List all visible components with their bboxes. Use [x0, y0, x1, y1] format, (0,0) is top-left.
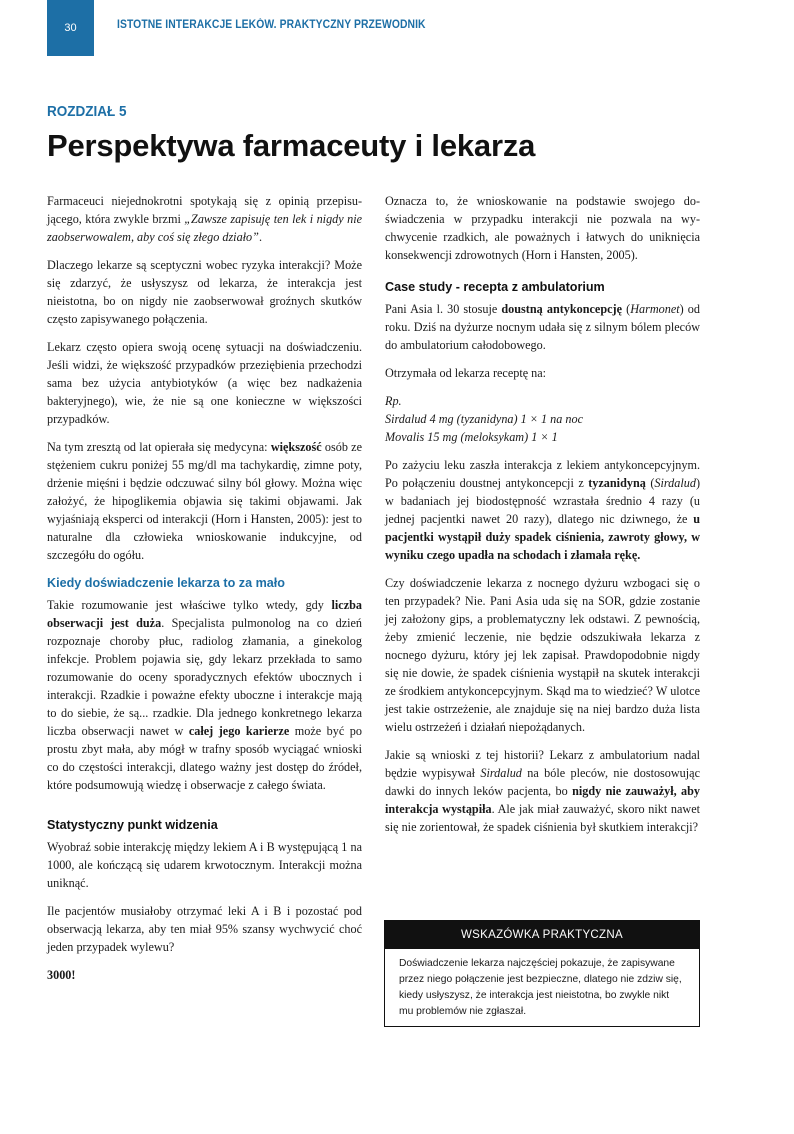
text: Na tym zresztą od lat opierała się medycyna:	[47, 440, 271, 454]
italic-text: Sirdalud	[654, 476, 696, 490]
section-heading-statistics: Statystyczny punkt widzenia	[47, 818, 218, 832]
text: Jakie są wnioski z tej historii? Lekarz z ambulatorium nadal będzie wypisywał	[385, 748, 700, 780]
text: ) w badaniach jej biodostępność wzrastała średnio 4 razy (u jednej pacjentki nawet 20 razy), dlatego nic dziwnego, że	[385, 476, 700, 526]
practical-tip-box	[384, 920, 700, 1027]
text: na bóle pleców, nie dostosowując dawki do innych leków pacjenta, bo	[385, 766, 700, 798]
text: Pani Asia l. 30 stosuje	[385, 302, 502, 316]
text: . Ale jak miał zauważyć, skoro nikt nawet się nie zorientował, że spadek ciśnienia był skutkiem interakcji?	[385, 802, 700, 834]
rx-line: Movalis 15 mg (meloksykam) 1 × 1	[385, 430, 558, 444]
right-column	[385, 192, 700, 846]
bold-text: u pacjentki wystąpił duży spadek ciśnienia, zawroty głowy, w wyniku czego upadła na schodach i złamała rękę.	[385, 512, 700, 562]
text: Takie rozumowanie jest właściwe tylko wtedy, gdy	[47, 598, 332, 612]
bold-text: większość	[270, 440, 322, 454]
paragraph: Oznacza to, że wnioskowanie na podstawie swojego doświadczenia w przypadku interakcji nie pozwala na wychwycenie rzadkich, ale poważnych i łatwych do uniknięcia konsekwencji zdrowotnych (Horn i Hansten, 2005).	[385, 194, 700, 262]
paragraph: Ile pacjentów musiałoby otrzymać leki A i B i pozostać pod obserwacją lekarza, aby ten miał 95% szansy wychwycić choć jeden przypadek wylewu?	[47, 904, 362, 954]
section-heading-case-study: Case study - recepta z ambulatorium	[385, 280, 605, 294]
rx-line: Rp.	[385, 394, 402, 408]
paragraph: Otrzymała od lekarza receptę na:	[385, 366, 547, 380]
text: (	[622, 302, 631, 316]
bold-text: całej jego karierze	[188, 724, 290, 738]
text: ) od roku. Dziś na dyżurze nocnym udała się z silnym bólem pleców do ambulatorium całodobowego.	[385, 302, 700, 352]
bold-text: doustną antykoncepcję	[501, 302, 622, 316]
chapter-label: ROZDZIAŁ 5	[47, 103, 127, 120]
bold-text: liczba obserwacji jest duża	[47, 598, 362, 630]
tip-body: Doświadczenie lekarza najczęściej pokazuje, że zapisywane przez niego połączenie jest bezpieczne, dlatego nie zdziw się, kiedy usłyszysz, że interakcja jest nieistotna, bo zwykle nikt mu problemów nie zgłaszał.	[399, 958, 682, 1017]
prescription	[385, 392, 700, 446]
paragraph	[47, 438, 362, 564]
bold-text: tyzanidyną	[588, 476, 646, 490]
running-title: ISTOTNE INTERAKCJE LEKÓW. PRAKTYCZNY PRZEWODNIK	[117, 19, 426, 31]
paragraph: Lekarz często opiera swoją ocenę sytuacji na doświadczeniu. Jeśli widzi, że większość przypadków przeziębienia przechodzi sama bez użycia antybiotyków (a więc bez nadkażenia bakteryjnego), wie, że nie są one konieczne w większości przypadków.	[47, 340, 362, 426]
bold-text: nigdy nie zauważył, aby interakcja wystąpiła	[385, 784, 700, 816]
text: osób ze stężeniem cukru poniżej 55 mg/dl ma tachykardię, zimne poty, drżenie mięśni i będzie odczuwać silny ból głowy. Można więc założyć, że hipoglikemia objawia się takimi objawami. Jak wyjaśniają eksperci od interakcji (Horn i Hansten, 2005): jest to naturalne dla człowieka wnioskowanie indukcyjne, od szczegółu do ogółu.	[47, 440, 363, 562]
text: . Specjalista pulmonolog na co dzień rozpoznaje choroby płuc, radiolog złamania, a ginekolog infekcje. Problem pojawia się, gdy lekarz przekłada to samo rozumowanie do oceny sporadycznych efektów ubocznych i interakcji. Rzadkie i poważne efekty uboczne i interakcje mają to do siebie, że są... rzadkie. Dla jednego konkretnego lekarza liczba obserwacji nawet w	[47, 616, 363, 738]
paragraph	[47, 596, 362, 794]
paragraph: Czy doświadczenie lekarza z nocnego dyżuru wzbogaci się o ten przypadek? Nie. Pani Asia uda się na SOR, gdzie zostanie jej założony gips, a problematyczny lek odstawi. Z pewnością, żeby zmienić leczenie, nie będzie odszukiwała lekarza z nocnego dyżuru, który jej lek zapisał. Prawdopodobnie nigdy się nie dowie, że spadek ciśnienia wystąpił na skutek interakcji ze środkiem antykoncepcyjnym. Skąd ma to wiedzieć? W ulotce jest takie ostrzeżenie, ale znajduje się na niej bardzo duża lista wielu ostrzeżeń i działań niepożądanych.	[385, 576, 700, 734]
italic-text: Sirdalud	[480, 766, 522, 780]
rx-line: Sirdalud 4 mg (tyzanidyna) 1 × 1 na noc	[385, 412, 584, 426]
section-heading-experience: Kiedy doświadczenie lekarza to za mało	[47, 576, 285, 590]
left-column	[47, 192, 362, 994]
paragraph	[47, 192, 362, 246]
answer-text: 3000!	[47, 968, 76, 982]
paragraph	[385, 746, 700, 836]
quote: „Zawsze zapisuję ten lek i nigdy nie zaobserwowalem, aby coś się złego działo”	[47, 212, 362, 244]
page-number-text: 30	[64, 22, 77, 34]
paragraph	[385, 456, 700, 564]
answer	[47, 966, 362, 984]
text: Farmaceuci niejednokrotni spotykają się z opinią przepisującego, która zwykle brzmi	[47, 194, 362, 226]
paragraph: Wyobraź sobie interakcję między lekiem A i B występującą 1 na 1000, ale kończącą się udarem krwotocznym. Interakcji można uniknąć.	[47, 840, 362, 890]
page-title: Perspektywa farmaceuty i lekarza	[47, 128, 536, 163]
text: (	[645, 476, 655, 490]
text: Po zażyciu leku zaszła interakcja z lekiem antykoncepcyjnym. Po połączeniu doustnej antykoncepcji z	[385, 458, 700, 490]
text: może być po prostu zbyt mała, aby mógł w trafny sposób wyciągać wnioski co do częstości interakcji, dlatego ważny jest dostęp do źródeł, które podsumowują wiedzę i obserwacje z całego świata.	[47, 724, 362, 792]
paragraph: Dlaczego lekarze są sceptyczni wobec ryzyka interakcji? Może się zdarzyć, że usłyszysz od lekarza, że interakcja jest nieistotna, bo on nigdy nie zaobserwował groźnych skutków często zapisywanego połączenia.	[47, 258, 362, 326]
tip-header: WSKAZÓWKA PRAKTYCZNA	[385, 921, 699, 949]
italic-text: Harmonet	[630, 302, 680, 316]
paragraph	[385, 300, 700, 354]
page-number	[47, 0, 94, 56]
text: .	[258, 230, 262, 244]
